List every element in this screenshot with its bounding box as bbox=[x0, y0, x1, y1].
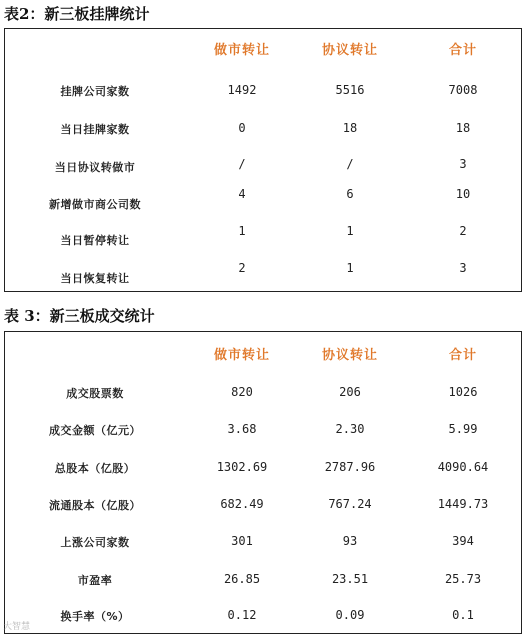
table2-cell: 1492 bbox=[227, 83, 257, 97]
table3-cell: 394 bbox=[452, 534, 474, 548]
table2-cell: 2 bbox=[238, 261, 246, 275]
table3-row-label: 成交金额（亿元） bbox=[49, 424, 141, 437]
table3-cell: 2787.96 bbox=[324, 460, 376, 474]
table3-cell: 820 bbox=[231, 385, 253, 399]
table3-cell: 26.85 bbox=[223, 572, 261, 586]
table3-cell: 0.09 bbox=[335, 608, 365, 622]
table2-row-label: 当日恢复转让 bbox=[60, 272, 130, 285]
table3-cell: 206 bbox=[339, 385, 361, 399]
table2-cell: 18 bbox=[342, 121, 358, 135]
table2-row-label: 当日协议转做市 bbox=[54, 161, 136, 174]
table3-cell: 0.12 bbox=[227, 608, 257, 622]
table2-cell: 5516 bbox=[335, 83, 365, 97]
table3-cell: 93 bbox=[342, 534, 358, 548]
table3-row-label: 总股本（亿股） bbox=[54, 462, 136, 475]
table3-cell: 1449.73 bbox=[437, 497, 489, 511]
table2-cell: 3 bbox=[459, 261, 467, 275]
table3-cell: 5.99 bbox=[448, 422, 478, 436]
table3-row-label: 上涨公司家数 bbox=[60, 536, 130, 549]
table2-cell: 10 bbox=[455, 187, 471, 201]
table2-cell: / bbox=[346, 157, 354, 171]
table2-row-label: 新增做市商公司数 bbox=[49, 198, 141, 211]
table3-title: 表 3：新三板成交统计 bbox=[4, 307, 155, 325]
table3-cell: 25.73 bbox=[444, 572, 482, 586]
table3-cell: 3.68 bbox=[227, 422, 257, 436]
table2-cell: 1 bbox=[346, 224, 354, 238]
table3-cell: 1302.69 bbox=[216, 460, 268, 474]
table2-row-label: 当日挂牌家数 bbox=[60, 123, 130, 136]
table3-row-label: 流通股本（亿股） bbox=[49, 499, 141, 512]
table2 bbox=[4, 28, 522, 292]
table3-cell: 301 bbox=[231, 534, 253, 548]
table2-cell: 7008 bbox=[448, 83, 478, 97]
table2-row-label: 挂牌公司家数 bbox=[60, 85, 130, 98]
table3-cell: 23.51 bbox=[331, 572, 369, 586]
table3-cell: 1026 bbox=[448, 385, 478, 399]
table3-cell: 4090.64 bbox=[437, 460, 489, 474]
table3-cell: 767.24 bbox=[328, 497, 372, 511]
table3-cell: 682.49 bbox=[220, 497, 264, 511]
table2-cell: 6 bbox=[346, 187, 354, 201]
table3 bbox=[4, 331, 522, 634]
table3-cell: 0.1 bbox=[452, 608, 474, 622]
table2-cell: 18 bbox=[455, 121, 471, 135]
table2-header-agreement: 协议转让 bbox=[321, 43, 378, 58]
table3-header-total: 合计 bbox=[448, 348, 477, 363]
table3-row-label: 成交股票数 bbox=[66, 387, 124, 400]
table2-cell: / bbox=[238, 157, 246, 171]
table2-header-market-making: 做市转让 bbox=[213, 43, 270, 58]
table3-cell: 2.30 bbox=[335, 422, 365, 436]
table3-row-label: 换手率（%） bbox=[60, 610, 130, 623]
table2-title: 表2：新三板挂牌统计 bbox=[4, 5, 150, 23]
table2-cell: 4 bbox=[238, 187, 246, 201]
table3-header-market-making: 做市转让 bbox=[213, 348, 270, 363]
table2-row-label: 当日暂停转让 bbox=[60, 234, 130, 247]
table3-header-agreement: 协议转让 bbox=[321, 348, 378, 363]
table2-cell: 1 bbox=[238, 224, 246, 238]
table2-header-total: 合计 bbox=[448, 43, 477, 58]
table2-cell: 0 bbox=[238, 121, 246, 135]
table2-cell: 2 bbox=[459, 224, 467, 238]
table2-cell: 1 bbox=[346, 261, 354, 275]
watermark-logo: 大智慧 bbox=[3, 622, 31, 632]
table3-row-label: 市盈率 bbox=[77, 574, 113, 587]
table2-cell: 3 bbox=[459, 157, 467, 171]
